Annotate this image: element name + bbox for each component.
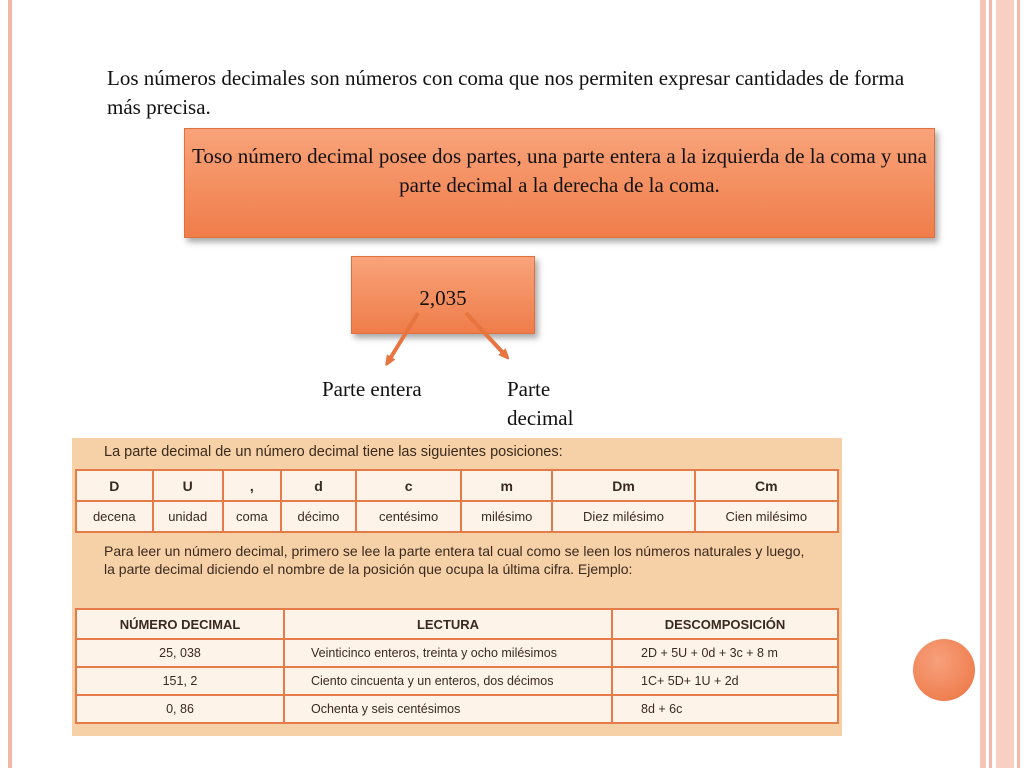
cell-lectura: Ochenta y seis centésimos [284,695,612,723]
positions-name-row [76,501,838,532]
intro-text: Los números decimales son números con coma que nos permiten expresar cantidades de forma más precisa. [107,66,905,119]
position-symbol: D [76,470,153,501]
examples-header-row [76,609,838,639]
table-row [76,667,838,695]
cell-numero: 151, 2 [76,667,284,695]
reading-instructions: Para leer un número decimal, primero se lee la parte entera tal cual como se leen los números naturales y luego, la parte decimal diciendo el nombre de la posición que ocupa la última cifra. Ejemplo: [104,543,805,577]
cell-numero: 25, 038 [76,639,284,667]
positions-table [75,469,839,533]
position-name: decena [76,501,153,532]
position-symbol: c [356,470,461,501]
cell-descomposicion: 2D + 5U + 0d + 3c + 8 m [612,639,838,667]
position-symbol: Dm [552,470,694,501]
cell-descomposicion: 8d + 6c [612,695,838,723]
definition-box: Toso número decimal posee dos partes, una parte entera a la izquierda de la coma y una parte decimal a la derecha de la coma. [184,128,935,238]
position-name: centésimo [356,501,461,532]
position-symbol: m [461,470,552,501]
header-descomposicion: DESCOMPOSICIÓN [612,609,838,639]
arrow-to-integer-part [388,313,418,362]
decorative-circle [913,639,975,701]
position-symbol: Cm [695,470,838,501]
position-name: milésimo [461,501,552,532]
position-name: Diez milésimo [552,501,694,532]
position-symbol: d [281,470,356,501]
position-name: coma [223,501,281,532]
decimal-part-label: Parte decimal [507,377,574,430]
position-name: décimo [281,501,356,532]
cell-numero: 0, 86 [76,695,284,723]
position-name: unidad [153,501,223,532]
scan-title: La parte decimal de un número decimal tiene las siguientes posiciones: [104,444,563,460]
arrow-to-decimal-part [466,313,506,356]
header-lectura: LECTURA [284,609,612,639]
cell-lectura: Ciento cincuenta y un enteros, dos décimos [284,667,612,695]
example-number-box: 2,035 [351,256,535,334]
header-numero-decimal: NÚMERO DECIMAL [76,609,284,639]
position-symbol: , [223,470,281,501]
positions-symbol-row [76,470,838,501]
position-symbol: U [153,470,223,501]
table-row [76,695,838,723]
textbook-scan [72,438,842,736]
examples-table [75,608,839,724]
cell-lectura: Veinticinco enteros, treinta y ocho milésimos [284,639,612,667]
integer-part-label: Parte entera [322,377,422,401]
position-name: Cien milésimo [695,501,838,532]
table-row [76,639,838,667]
cell-descomposicion: 1C+ 5D+ 1U + 2d [612,667,838,695]
